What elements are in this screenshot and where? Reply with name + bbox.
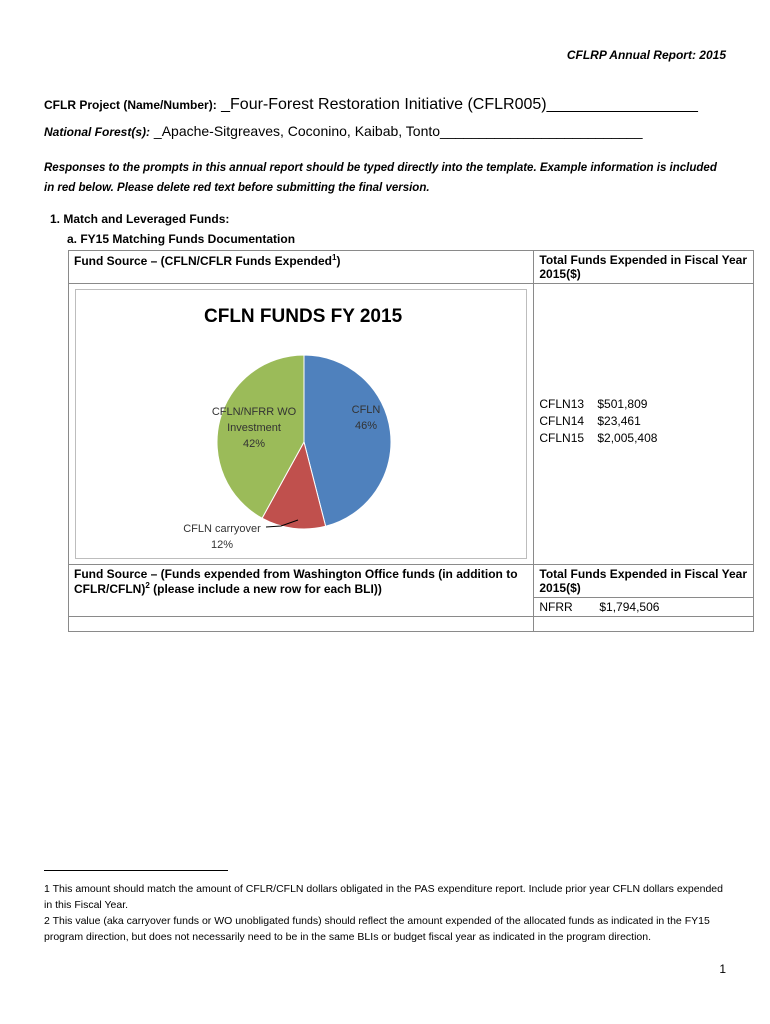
pie-label: 12% [210,539,234,551]
table1-col1-header [69,251,534,284]
footnotes [44,881,734,945]
pie-chart [76,290,520,558]
fund-row [539,396,748,413]
fund-amount: $1,794,506 [599,600,660,614]
fund-code: CFLN14 [539,414,585,428]
pie-label: CFLN [351,404,381,416]
pie-label: 42% [242,438,266,450]
footnote-2: 2 This value (aka carryover funds or WO unobligated funds) should reflect the amount expended of the allocated funds as indicated in the FY15 program direction, but does not necessarily need to be in the same BLIs or budget fiscal year as indicated in the program direction. [44,915,710,943]
pie-chart-frame [75,289,527,559]
table2-col1-header-text: Fund Source – (Funds expended from Washington Office funds (in addition to CFLR/CFLN) [74,567,518,596]
matching-funds-table [68,250,754,632]
footnote-1: 1 This amount should match the amount of CFLR/CFLN dollars obligated in the PAS expenditure report. Include prior year CFLN dollars expended in this Fiscal Year. [44,883,723,911]
section-1-title: 1. Match and Leveraged Funds: [50,212,230,226]
instructions-text: Responses to the prompts in this annual report should be typed directly into the template. Example information is included in red below. Please delete red text before submitting the final version. [44,162,717,194]
table1-header-row [69,251,754,284]
project-line [44,96,698,114]
pie-label: Investment [227,422,281,434]
table2-empty-row [69,617,754,632]
footnote-ref-1: 1 [332,253,337,262]
chart-title: CFLN FUNDS FY 2015 [204,306,403,327]
pie-label: CFLN carryover [183,523,261,535]
forest-value: _Apache-Sitgreaves, Coconino, Kaibab, Tonto__________________________ [150,123,643,139]
table2-col1-header [69,565,534,617]
table2-col2-header: Total Funds Expended in Fiscal Year 2015($) [534,565,754,598]
forest-label: National Forest(s): [44,125,151,139]
table2-col1-header-end: (please include a new row for each BLI)) [149,582,382,596]
pie-label: CFLN/NFRR WO [211,406,297,418]
table1-col1-header-text: Fund Source – (CFLN/CFLR Funds Expended [74,254,332,268]
fund-row [539,413,748,430]
report-title: CFLRP Annual Report: 2015 [566,48,726,62]
table1-col1-header-end: ) [336,254,341,268]
table1-amounts-cell [534,284,754,565]
table2-header-row [69,565,754,598]
section-1a-title: a. FY15 Matching Funds Documentation [67,232,296,246]
table1-col2-header: Total Funds Expended in Fiscal Year 2015($) [534,251,754,284]
project-value: _Four-Forest Restoration Initiative (CFLR005)_________________ [216,96,698,113]
table2-amount-cell [534,598,754,617]
fund-row [539,430,748,447]
cfln-funds-list [539,396,748,447]
empty-cell [534,617,754,632]
empty-cell [69,617,534,632]
forest-line [44,123,643,139]
chart-cell [69,284,534,565]
fund-code: NFRR [539,600,573,614]
footnote-ref-2: 2 [145,581,150,590]
pie-label: 46% [354,420,378,432]
fund-amount: $501,809 [597,397,648,411]
fund-code: CFLN15 [539,431,585,445]
fund-amount: $2,005,408 [597,431,658,445]
table1-data-row [69,284,754,565]
fund-amount: $23,461 [597,414,641,428]
page-number: 1 [719,962,726,976]
footnote-divider [44,870,228,871]
fund-code: CFLN13 [539,397,585,411]
project-label: CFLR Project (Name/Number): [44,98,217,112]
